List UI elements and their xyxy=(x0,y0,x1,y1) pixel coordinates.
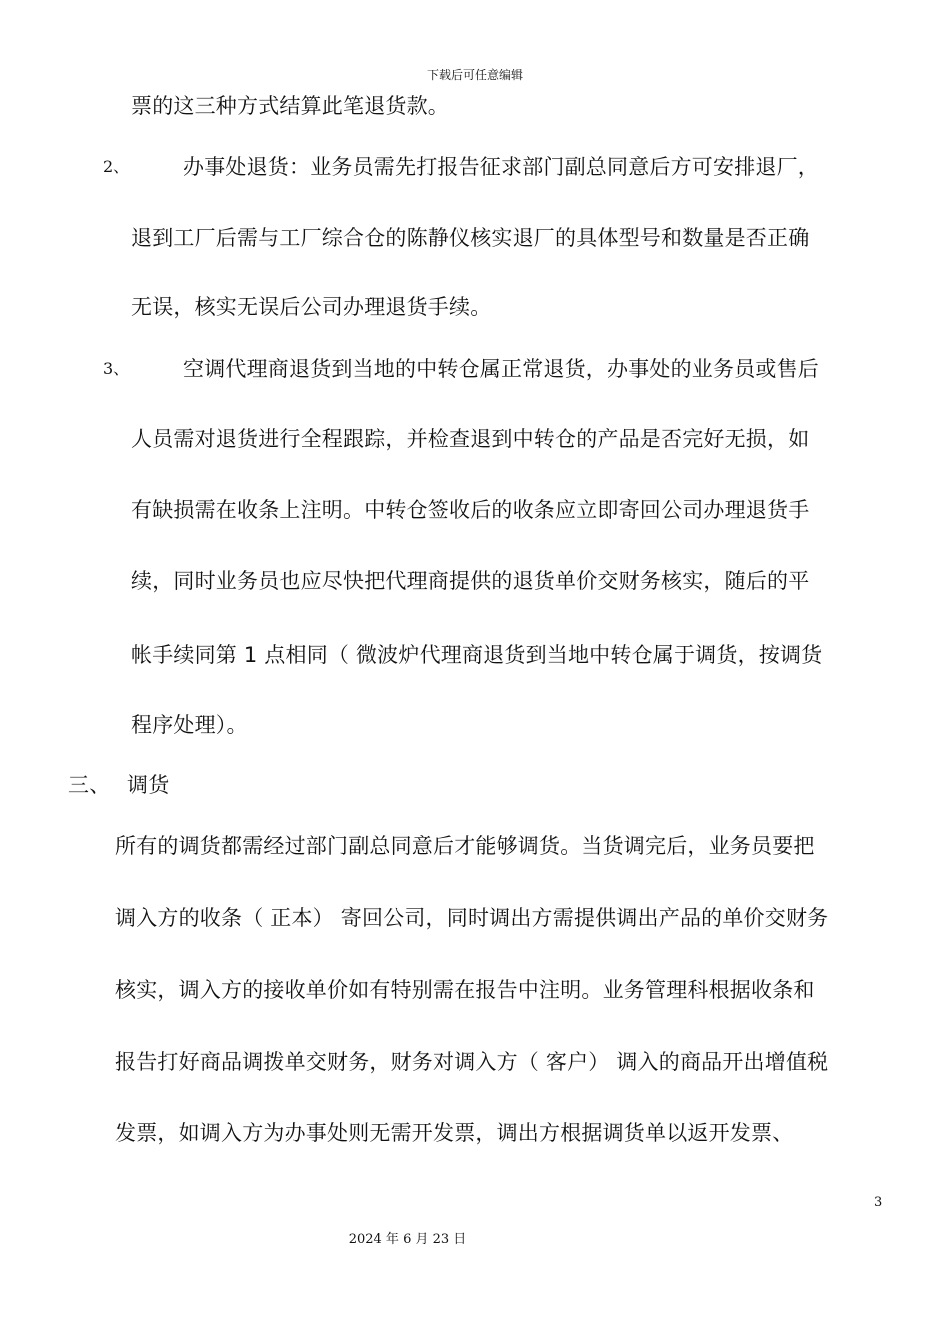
paragraph-line: 空调代理商退货到当地的中转仓属正常退货，办事处的业务员或售后 xyxy=(183,357,819,381)
paragraph-line: 核实，调入方的接收单价如有特别需在报告中注明。业务管理科根据收条和 xyxy=(115,978,815,1002)
paragraph-line: 有缺损需在收条上注明。中转仓签收后的收条应立即寄回公司办理退货手 xyxy=(131,498,810,522)
paragraph-line: 发票，如调入方为办事处则无需开发票，调出方根据调货单以返开发票、 xyxy=(115,1121,794,1145)
paragraph-line: 人员需对退货进行全程跟踪，并检查退到中转仓的产品是否完好无损，如 xyxy=(131,427,810,451)
page-number: 3 xyxy=(874,1195,883,1210)
page-header: 下载后可任意编辑 xyxy=(426,68,523,82)
page-footer-date: 2024 年 6 月 23 日 xyxy=(348,1232,467,1247)
paragraph-line: 办事处退货：业务员需先打报告征求部门副总同意后方可安排退厂， xyxy=(183,155,819,179)
paragraph-line: 无误，核实无误后公司办理退货手续。 xyxy=(131,295,492,319)
paragraph-line: 所有的调货都需经过部门副总同意后才能够调货。当货调完后，业务员要把 xyxy=(115,834,815,858)
paragraph-line: 续，同时业务员也应尽快把代理商提供的退货单价交财务核实，随后的平 xyxy=(131,569,810,593)
paragraph-line: 调入方的收条（ 正本） 寄回公司，同时调出方需提供调出产品的单价交财务 xyxy=(115,906,829,930)
paragraph-line: 帐手续同第 1 点相同（ 微波炉代理商退货到当地中转仓属于调货，按调货 xyxy=(131,643,823,667)
section-heading: 调货 xyxy=(127,773,170,797)
paragraph-line: 报告打好商品调拨单交财务，财务对调入方（ 客户） 调入的商品开出增值税 xyxy=(115,1050,829,1074)
paragraph-line: 票的这三种方式结算此笔退货款。 xyxy=(131,94,449,118)
paragraph-line: 退到工厂后需与工厂综合仓的陈静仪核实退厂的具体型号和数量是否正确 xyxy=(131,226,810,250)
section-number: 三、 xyxy=(68,773,111,797)
paragraph-line: 程序处理）。 xyxy=(131,713,248,737)
list-number: 2、 xyxy=(103,157,130,176)
list-number: 3、 xyxy=(103,359,130,378)
